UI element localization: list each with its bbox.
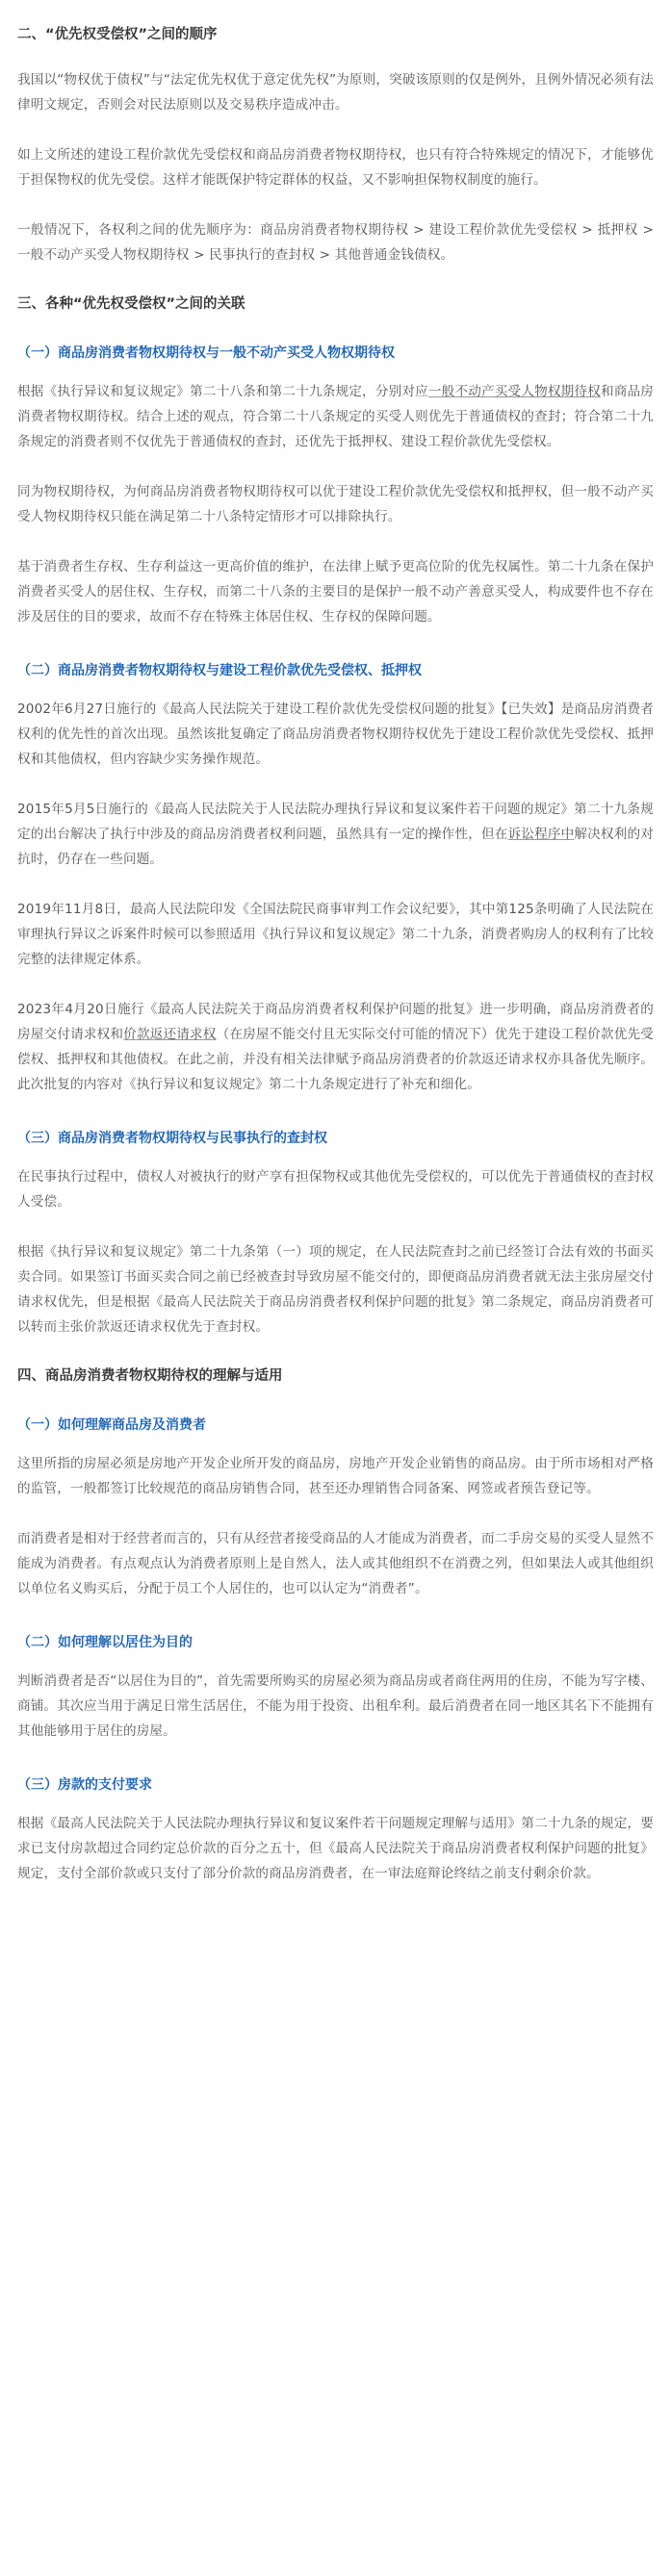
underlined-text: 一般不动产买受人物权期待权 — [427, 384, 601, 399]
subsection-title: （二）商品房消费者物权期待权与建设工程价款优先受偿权、抵押权 — [17, 663, 422, 678]
subsection-title: （一）商品房消费者物权期待权与一般不动产买受人物权期待权 — [17, 345, 395, 361]
paragraph: 2015年5月5日施行的《最高人民法院关于人民法院办理执行异议和复议案件若干问题的规定》第二十九条规定的出台解决了执行中涉及的商品房消费者权利问题，虽然具有一定的操作性，但在诉讼程序中解决权利的对抗时，仍存在一些问题。 — [17, 802, 654, 867]
subsection-title: （三）商品房消费者物权期待权与民事执行的查封权 — [17, 1131, 327, 1146]
paragraph: 根据《最高人民法院关于人民法院办理执行异议和复议案件若干问题规定理解与适用》第二十九条的规定，要求已支付房款超过合同约定总价款的百分之五十，但《最高人民法院关于商品房消费者权利保护问题的批复》规定，支付全部价款或只支付了部分价款的商品房消费者，在一审法庭辩论终结之前支付剩余价款。 — [17, 1816, 654, 1881]
paragraph: 2019年11月8日，最高人民法院印发《全国法院民商事审判工作会议纪要》，其中第125条明确了人民法院在审理执行异议之诉案件时候可以参照适用《执行异议和复议规定》第二十九条，消费者购房人的权利有了比较完整的法律规定体系。 — [17, 902, 654, 967]
paragraph: 判断消费者是否“以居住为目的”，首先需要所购买的房屋必须为商品房或者商住两用的住房，不能为写字楼、商铺。其次应当用于满足日常生活居住，不能为用于投资、出租牟利。最后消费者在同一地区其名下不能拥有其他能够用于居住的房屋。 — [17, 1673, 654, 1739]
underlined-text: 诉讼程序中 — [507, 827, 575, 842]
paragraph: 同为物权期待权，为何商品房消费者物权期待权可以优于建设工程价款优先受偿权和抵押权，但一般不动产买受人物权期待权只能在满足第二十八条特定情形才可以排除执行。 — [17, 484, 654, 524]
paragraph: 2023年4月20日施行《最高人民法院关于商品房消费者权利保护问题的批复》进一步明确，商品房消费者的房屋交付请求权和价款返还请求权（在房屋不能交付且无实际交付可能的情况下）优先于建设工程价款优先受偿权、抵押权和其他债权。在此之前，并没有相关法律赋予商品房消费者的价款返还请求权亦具备优先顺序。此次批复的内容对《执行异议和复议规定》第二十九条规定进行了补充和细化。 — [17, 1002, 654, 1092]
subsection-title: （二）如何理解以居住为目的 — [17, 1635, 193, 1650]
paragraph: 2002年6月27日施行的《最高人民法院关于建设工程价款优先受偿权问题的批复》【已失效】是商品房消费者权利的优先性的首次出现。虽然该批复确定了商品房消费者物权期待权优先于建设工程价款优先受偿权、抵押权和其他债权，但内容缺少实务操作规范。 — [17, 701, 654, 767]
section-heading-order: 二、“优先权受偿权”之间的顺序 — [17, 27, 218, 42]
paragraph: 我国以“物权优于债权”与“法定优先权优于意定优先权”为原则，突破该原则的仅是例外，且例外情况必须有法律明文规定，否则会对民法原则以及交易秩序造成冲击。 — [17, 72, 654, 113]
paragraph: 而消费者是相对于经营者而言的，只有从经营者接受商品的人才能成为消费者，而二手房交易的买受人显然不能成为消费者。有点观点认为消费者原则上是自然人，法人或其他组织不在消费之列，但如果法人或其他组织以单位名义购买后，分配于员工个人居住的，也可以认定为“消费者”。 — [17, 1531, 654, 1596]
paragraph: 如上文所述的建设工程价款优先受偿权和商品房消费者物权期待权，也只有符合特殊规定的情况下，才能够优于担保物权的优先受偿。这样才能既保护特定群体的权益，又不影响担保物权制度的施行。 — [17, 147, 654, 188]
underlined-text: 价款返还请求权 — [123, 1027, 217, 1042]
subsection-title: （三）房款的支付要求 — [17, 1777, 152, 1793]
section-heading-relation: 三、各种“优先权受偿权”之间的关联 — [17, 296, 245, 312]
section-heading-understand: 四、商品房消费者物权期待权的理解与适用 — [17, 1368, 283, 1384]
paragraph: 根据《执行异议和复议规定》第二十八条和第二十九条规定，分别对应一般不动产买受人物权期待权和商品房消费者物权期待权。结合上述的观点，符合第二十八条规定的买受人则优先于普通债权的查封；符合第二十九条规定的消费者则不仅优先于普通债权的查封，还优先于抵押权、建设工程价款优先受偿权。 — [17, 384, 654, 449]
paragraph: 根据《执行异议和复议规定》第二十九条第（一）项的规定，在人民法院查封之前已经签订合法有效的书面买卖合同。如果签订书面买卖合同之前已经被查封导致房屋不能交付的，即便商品房消费者就无法主张房屋交付请求权优先，但是根据《最高人民法院关于商品房消费者权利保护问题的批复》第二条规定，商品房消费者可以转而主张价款返还请求权优先于查封权。 — [17, 1244, 654, 1335]
paragraph: 基于消费者生存权、生存利益这一更高价值的维护，在法律上赋予更高位阶的优先权属性。第二十九条在保护消费者买受人的居住权、生存权，而第二十八条的主要目的是保护一般不动产善意买受人，构成要件也不存在涉及居住的目的要求，故而不存在特殊主体居住权、生存权的保障问题。 — [17, 559, 654, 625]
paragraph: 这里所指的房屋必须是房地产开发企业所开发的商品房，房地产开发企业销售的商品房。由于所市场相对严格的监管，一般都签订比较规范的商品房销售合同，甚至还办理销售合同备案、网签或者预告登记等。 — [17, 1456, 654, 1496]
paragraph: 一般情况下，各权利之间的优先顺序为：商品房消费者物权期待权 > 建设工程价款优先受偿权 > 抵押权 > 一般不动产买受人物权期待权 > 民事执行的查封权 > 其他普通金钱债权。 — [17, 222, 654, 263]
paragraph: 在民事执行过程中，债权人对被执行的财产享有担保物权或其他优先受偿权的，可以优先于普通债权的查封权人受偿。 — [17, 1169, 654, 1210]
subsection-title: （一）如何理解商品房及消费者 — [17, 1417, 206, 1433]
